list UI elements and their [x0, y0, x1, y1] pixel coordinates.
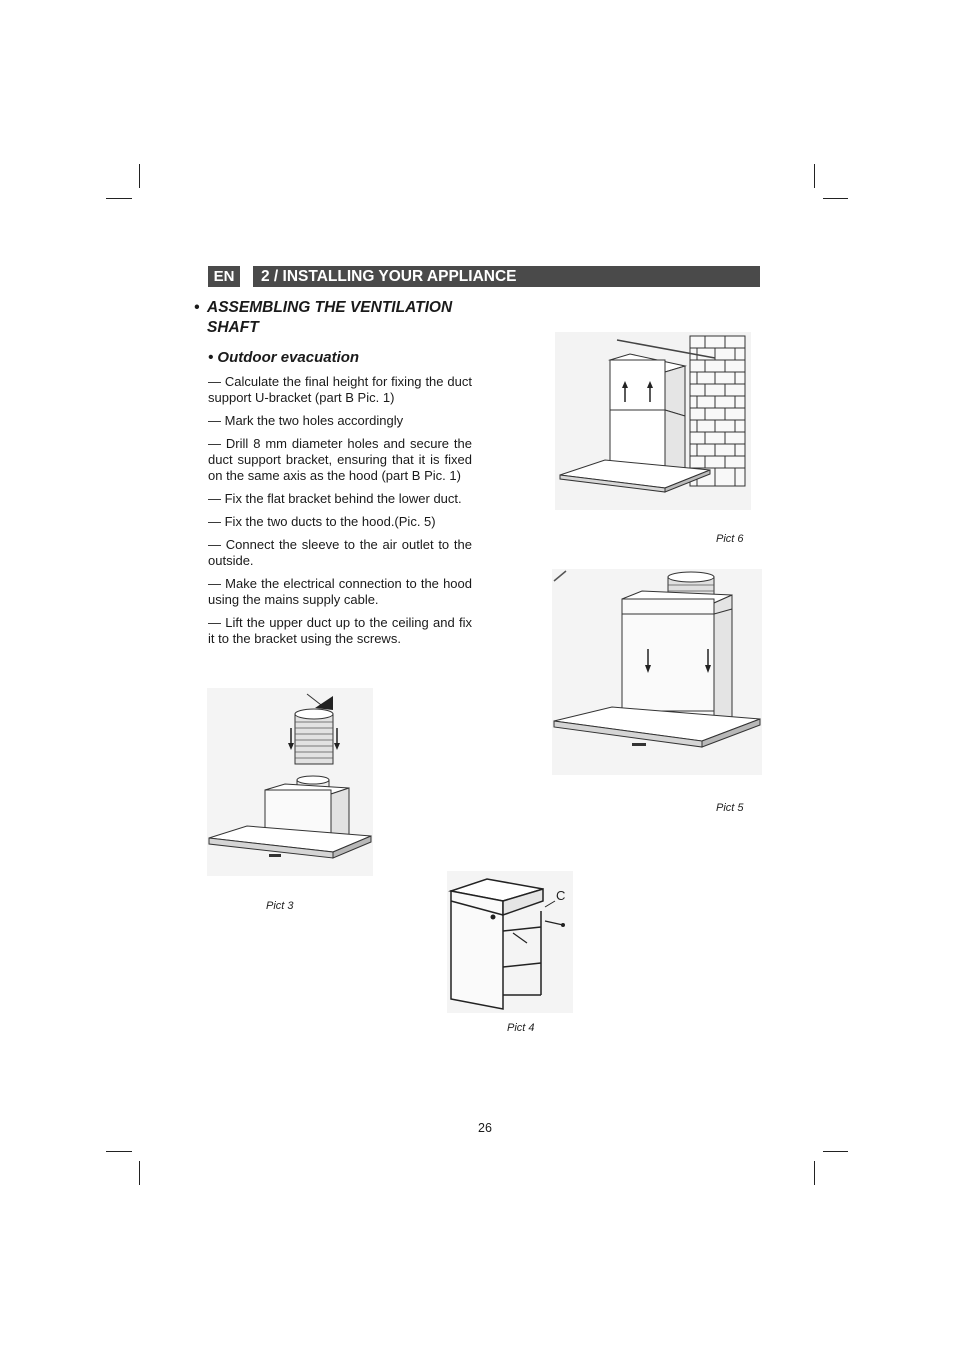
crop-mark [139, 1161, 140, 1185]
instruction-step: — Drill 8 mm diameter holes and secure the duct support bracket, ensuring that it is fixed on the same axis as the hood (part B Pic. 1) [208, 436, 472, 483]
subsection-title: • Outdoor evacuation [208, 349, 360, 366]
figure-label-c: C [556, 888, 566, 903]
instruction-step: — Calculate the final height for fixing the duct support U-bracket (part B Pic. 1) [208, 374, 472, 405]
pict6-illustration [555, 332, 751, 510]
language-badge: EN [208, 266, 240, 287]
figure-caption: Pict 4 [507, 1022, 535, 1034]
figure-caption: Pict 3 [266, 900, 294, 912]
instruction-step: — Fix the two ducts to the hood.(Pic. 5) [208, 514, 436, 529]
instruction-step: — Lift the upper duct up to the ceiling and fix it to the bracket using the screws. [208, 615, 472, 646]
instruction-step: — Connect the sleeve to the air outlet to the outside. [208, 537, 472, 568]
figure-caption: Pict 5 [716, 802, 744, 814]
page-number: 26 [478, 1121, 492, 1135]
instruction-step: — Mark the two holes accordingly [208, 413, 404, 428]
crop-mark [814, 164, 815, 188]
pict4-illustration [447, 871, 573, 1013]
instruction-step: — Make the electrical connection to the hood using the mains supply cable. [208, 576, 472, 607]
crop-mark [106, 1151, 132, 1152]
crop-mark [823, 1151, 848, 1152]
bullet: • [194, 299, 200, 316]
instruction-step: — Fix the flat bracket behind the lower duct. [208, 491, 462, 506]
crop-mark [814, 1161, 815, 1185]
figure-caption: Pict 6 [716, 533, 744, 545]
crop-mark [139, 164, 140, 188]
crop-mark [823, 198, 848, 199]
instruction-list [208, 374, 472, 654]
pict3-illustration [207, 688, 373, 876]
crop-mark [106, 198, 132, 199]
pict5-illustration [552, 569, 762, 775]
section-header: 2 / INSTALLING YOUR APPLIANCE [253, 266, 760, 287]
section-title-text: ASSEMBLING THE VENTILATION SHAFT [207, 299, 453, 336]
